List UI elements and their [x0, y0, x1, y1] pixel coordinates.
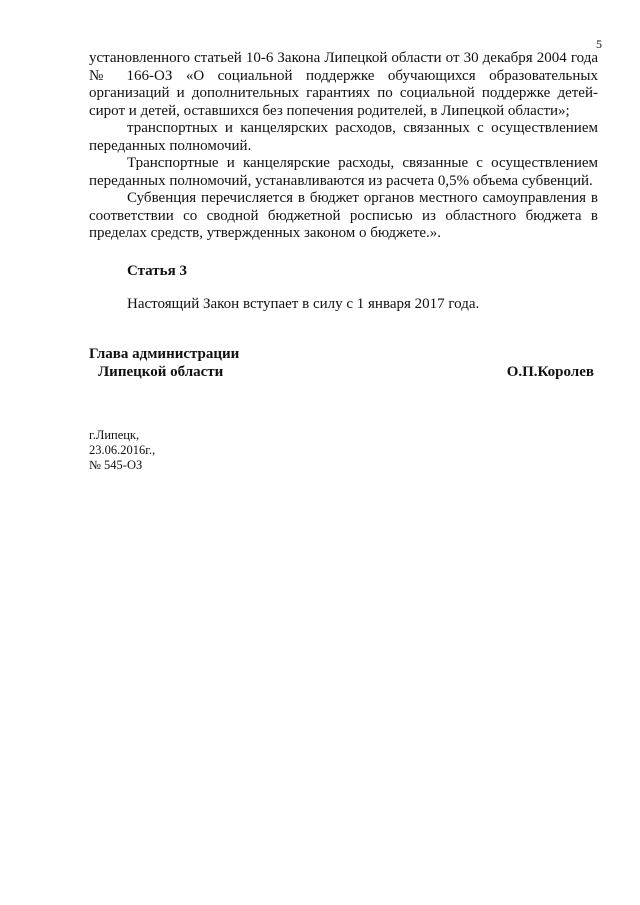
- footer-law-number: № 545-ОЗ: [89, 458, 143, 472]
- page-number: 5: [596, 37, 602, 51]
- article-text: Настоящий Закон вступает в силу с 1 января 2017 года.: [127, 296, 480, 312]
- signer-name: О.П.Королев: [506, 364, 594, 380]
- signature-title-line2: Липецкой области: [98, 364, 224, 380]
- document-footer: [89, 428, 155, 473]
- paragraph-expense-rate: Транспортные и канцелярские расходы, связанные с осуществлением переданных полномочий, устанавливаются из расчета 0,5% объема субвенций.: [89, 155, 598, 189]
- footer-date: 23.06.2016г.,: [89, 443, 156, 457]
- paragraph-transport-expenses: транспортных и канцелярских расходов, связанных с осуществлением переданных полномочий.: [89, 120, 598, 154]
- article-heading: Статья 3: [127, 263, 187, 279]
- footer-city: г.Липецк,: [89, 428, 140, 442]
- law-text-body: [89, 50, 598, 243]
- signature-title: [89, 345, 239, 381]
- paragraph-continuation: установленного статьей 10-6 Закона Липецкой области от 30 декабря 2004 года № 166-ОЗ «О социальной поддержке обучающихся образовательных организаций и дополнительных гарантиях по социальной поддержке детей-сирот и детей, оставшихся без попечения родителей, в Липецкой области»;: [89, 50, 598, 119]
- signature-title-line1: Глава администрации: [89, 346, 240, 362]
- paragraph-subvention-transfer: Субвенция перечисляется в бюджет органов местного самоуправления в соответствии со сводной бюджетной росписью из областного бюджета в пределах средств, утвержденных законом о бюджете.».: [89, 190, 598, 241]
